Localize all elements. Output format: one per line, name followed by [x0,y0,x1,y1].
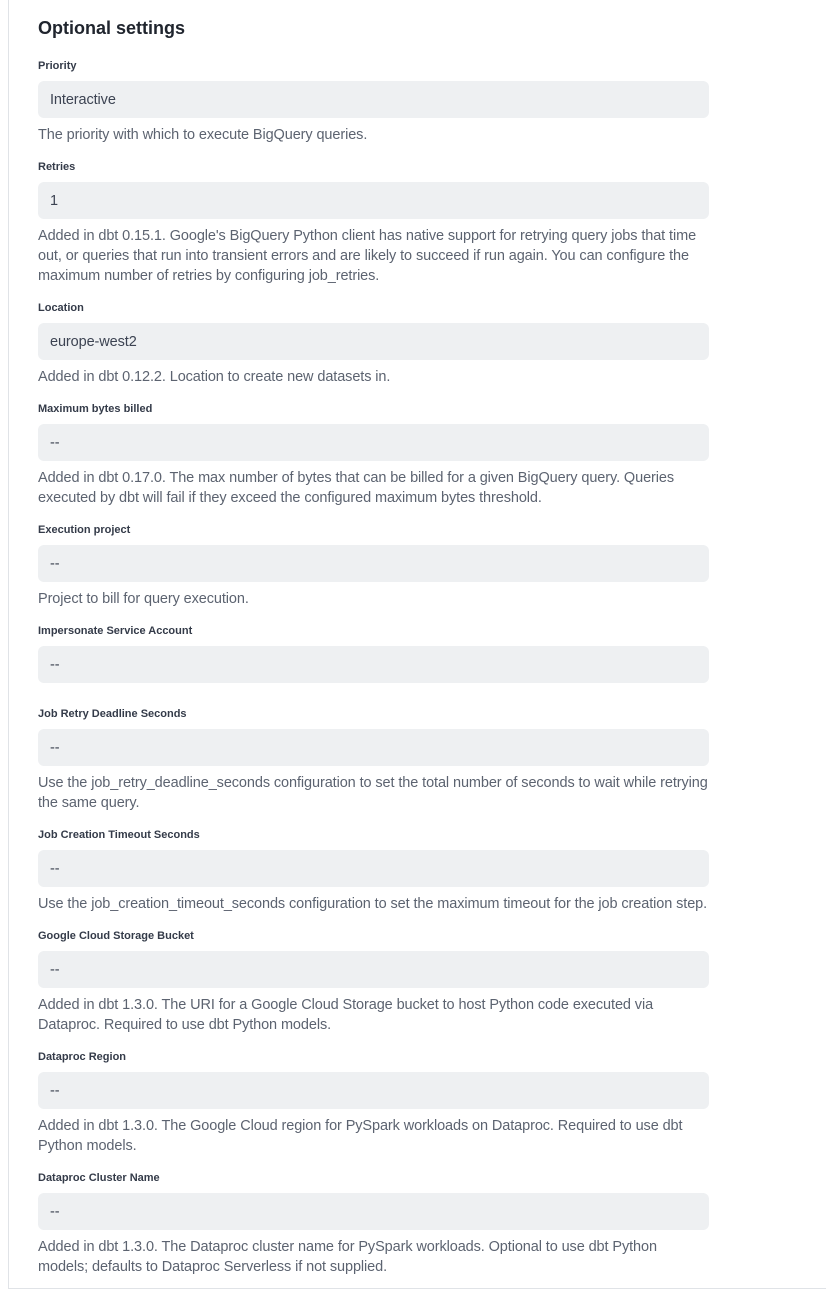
job-retry-deadline-seconds-value: -- [50,739,60,756]
retries-value: 1 [50,192,58,209]
field-job-creation-timeout-seconds [38,828,709,914]
retries-label: Retries [38,161,76,173]
job-retry-deadline-seconds-help-text: Use the job_retry_deadline_seconds configuration to set the total number of seconds to wait while retrying the same query. [38,775,708,811]
job-creation-timeout-seconds-help-text: Use the job_creation_timeout_seconds configuration to set the maximum timeout for the job creation step. [38,896,708,912]
field-job-retry-deadline-seconds [38,707,709,813]
location-input [38,323,709,360]
retries-input [38,182,709,219]
impersonate-service-account-label: Impersonate Service Account [38,625,193,637]
maximum-bytes-billed-help-text: Added in dbt 0.17.0. The max number of bytes that can be billed for a given BigQuery query. Queries executed by dbt will fail if they exceed the configured maximum bytes threshold. [38,470,674,506]
field-dataproc-cluster-name [38,1171,709,1277]
dataproc-cluster-name-input [38,1193,709,1230]
dataproc-cluster-name-label: Dataproc Cluster Name [38,1172,160,1184]
maximum-bytes-billed-value: -- [50,434,60,451]
field-google-cloud-storage-bucket [38,929,709,1035]
impersonate-service-account-input [38,646,709,683]
retries-help-text: Added in dbt 0.15.1. Google's BigQuery Python client has native support for retrying query jobs that time out, or queries that run into transient errors and are likely to succeed if run again. You can configure the maximum number of retries by configuring job_retries. [38,228,697,284]
execution-project-label: Execution project [38,524,131,536]
execution-project-help-text: Project to bill for query execution. [38,591,249,607]
location-value: europe-west2 [50,333,137,350]
page-title: Optional settings [38,18,186,38]
dataproc-region-input [38,1072,709,1109]
settings-panel [8,0,826,1289]
dataproc-region-help-text: Added in dbt 1.3.0. The Google Cloud region for PySpark workloads on Dataproc. Required to use dbt Python models. [38,1118,683,1154]
location-label: Location [38,302,84,314]
priority-help-text: The priority with which to execute BigQuery queries. [38,127,368,143]
google-cloud-storage-bucket-input [38,951,709,988]
priority-label: Priority [38,60,77,72]
field-execution-project [38,523,709,609]
execution-project-value: -- [50,555,60,572]
execution-project-input [38,545,709,582]
field-priority [38,59,709,145]
dataproc-region-value: -- [50,1082,60,1099]
job-retry-deadline-seconds-label: Job Retry Deadline Seconds [38,708,187,720]
job-creation-timeout-seconds-input [38,850,709,887]
maximum-bytes-billed-label: Maximum bytes billed [38,403,153,415]
job-retry-deadline-seconds-input [38,729,709,766]
job-creation-timeout-seconds-label: Job Creation Timeout Seconds [38,829,200,841]
field-impersonate-service-account [38,624,709,683]
job-creation-timeout-seconds-value: -- [50,860,60,877]
google-cloud-storage-bucket-value: -- [50,961,60,978]
location-help-text: Added in dbt 0.12.2. Location to create new datasets in. [38,369,391,385]
field-location [38,301,709,387]
priority-input [38,81,709,118]
dataproc-cluster-name-help-text: Added in dbt 1.3.0. The Dataproc cluster name for PySpark workloads. Optional to use dbt Python models; defaults to Dataproc Serverless if not supplied. [38,1239,657,1275]
impersonate-service-account-value: -- [50,656,60,673]
google-cloud-storage-bucket-label: Google Cloud Storage Bucket [38,930,194,942]
dataproc-cluster-name-value: -- [50,1203,60,1220]
settings-content [9,0,826,1277]
dataproc-region-label: Dataproc Region [38,1051,127,1063]
field-dataproc-region [38,1050,709,1156]
priority-value: Interactive [50,91,116,108]
field-retries [38,160,709,286]
google-cloud-storage-bucket-help-text: Added in dbt 1.3.0. The URI for a Google Cloud Storage bucket to host Python code executed via Dataproc. Required to use dbt Python models. [38,997,654,1033]
field-maximum-bytes-billed [38,402,709,508]
maximum-bytes-billed-input [38,424,709,461]
